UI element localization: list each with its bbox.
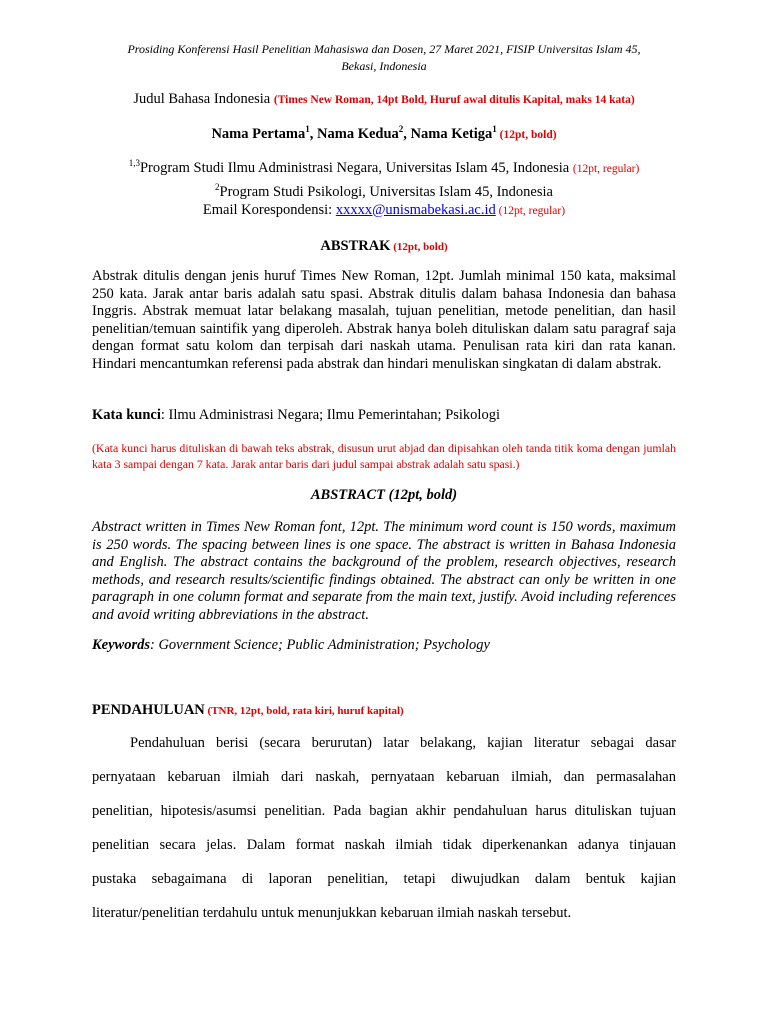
abstract-heading: ABSTRACT (12pt, bold) <box>310 487 458 503</box>
keywords-text: : Government Science; Public Administration; Psychology <box>150 637 490 653</box>
email-link[interactable]: xxxxx@unismabekasi.ac.id <box>335 201 496 218</box>
running-header <box>92 41 676 75</box>
author-3: , Nama Ketiga <box>403 125 493 142</box>
kata-kunci-text: : Ilmu Administrasi Negara; Ilmu Pemerintahan; Psikologi <box>160 407 500 423</box>
affiliation-2-text: Program Studi Psikologi, Universitas Islam 45, Indonesia <box>219 183 553 200</box>
kata-kunci-note: (Kata kunci harus dituliskan di bawah teks abstrak, disusun urut abjad dan dipisahkan oleh tanda titik koma dengan jumlah kata 3 sampai dengan 7 kata. Jarak antar baris dari judul sampai abstrak adalah satu spasi.) <box>92 441 676 471</box>
header-line-2: Bekasi, Indonesia <box>341 59 427 73</box>
affiliation-2-marker: 2 <box>215 181 220 192</box>
pendahuluan-line-6: literatur/penelitian terdahulu untuk menunjukkan kebaruan ilmiah naskah tersebut. <box>92 905 572 921</box>
pendahuluan-line-5: pustaka sebagaimana di laporan penelitian, tetapi diwujudkan dalam bentuk kajian <box>92 871 676 887</box>
keywords <box>92 635 676 655</box>
kata-kunci <box>92 405 676 425</box>
pendahuluan-line-1: Pendahuluan berisi (secara berurutan) latar belakang, kajian literatur sebagai dasar <box>130 735 676 751</box>
pendahuluan-heading-text: PENDAHULUAN <box>92 702 205 718</box>
abstrak-body: Abstrak ditulis dengan jenis huruf Times New Roman, 12pt. Jumlah minimal 150 kata, maksimal 250 kata. Jarak antar baris adalah satu spasi. Abstrak ditulis dalam bahasa Indonesia dan bahasa Inggris. Abstrak memuat latar belakang masalah, tujuan penelitian, metode penelitian, dan hasil penelitian/temuan saintifik yang diperoleh. Abstrak hanya boleh dituliskan dalam satu paragraf saja dengan format satu kolom dan terpisah dari naskah utama. Penulisan rata kiri dan rata kanan. Hindari mencantumkan referensi pada abstrak dan hindari menuliskan singkatan di dalam abstrak. <box>92 268 676 372</box>
author-2-affil: 2 <box>398 124 404 134</box>
affiliation-format-note: (12pt, regular) <box>572 162 640 175</box>
author-1: Nama Pertama <box>211 125 306 142</box>
title-text: Judul Bahasa Indonesia <box>133 91 274 107</box>
affiliations <box>92 154 676 220</box>
affiliation-1-marker: 1,3 <box>128 158 140 168</box>
header-line-1: Prosiding Konferensi Hasil Penelitian Mahasiswa dan Dosen, 27 Maret 2021, FISIP Universitas Islam 45, <box>127 42 641 56</box>
pendahuluan-line-4: penelitian secara jelas. Dalam format naskah ilmiah tidak diperkenankan adanya tinjauan <box>92 837 676 853</box>
pendahuluan-heading <box>92 700 676 721</box>
email-format-note: (12pt, regular) <box>495 204 566 217</box>
pendahuluan-heading-note: (TNR, 12pt, bold, rata kiri, huruf kapital) <box>204 705 404 717</box>
kata-kunci-label: Kata kunci <box>92 407 161 423</box>
email-label: Email Korespondensi: <box>202 201 336 218</box>
correspondence-email <box>92 201 676 220</box>
author-2: , Nama Kedua <box>309 125 399 142</box>
affiliation-1 <box>92 154 676 178</box>
abstrak-heading <box>92 236 676 257</box>
abstrak-heading-text: ABSTRAK <box>320 238 391 254</box>
abstrak-heading-note: (12pt, bold) <box>390 241 448 253</box>
affiliation-1-text: Program Studi Ilmu Administrasi Negara, Universitas Islam 45, Indonesia <box>139 159 573 176</box>
authors-format-note: (12pt, bold) <box>496 128 557 141</box>
author-3-affil: 1 <box>492 124 497 134</box>
affiliation-2 <box>92 178 676 201</box>
keywords-label: Keywords <box>92 637 150 653</box>
pendahuluan-line-3: penelitian, hipotesis/asumsi penelitian. Pada bagian akhir pendahuluan harus dituliskan tujuan <box>92 803 676 819</box>
abstract-body: Abstract written in Times New Roman font, 12pt. The minimum word count is 150 words, maximum is 250 words. The spacing between lines is one space. The abstract is written in Bahasa Indonesia and English. The abstract contains the background of the problem, research objectives, research methods, and research results/scientific findings obtained. The abstract can only be written in one paragraph in one column format and separate from the main text, justify. Avoid including references and avoid writing abbreviations in the abstract. <box>92 519 676 623</box>
paper-title <box>92 89 676 110</box>
title-format-note: (Times New Roman, 14pt Bold, Huruf awal ditulis Kapital, maks 14 kata) <box>273 94 635 106</box>
pendahuluan-line-2: pernyataan kebaruan ilmiah dari naskah, pernyataan kebaruan ilmiah, dan permasalahan <box>92 769 676 785</box>
author-1-affil: 1 <box>305 124 310 134</box>
author-list <box>92 119 676 145</box>
